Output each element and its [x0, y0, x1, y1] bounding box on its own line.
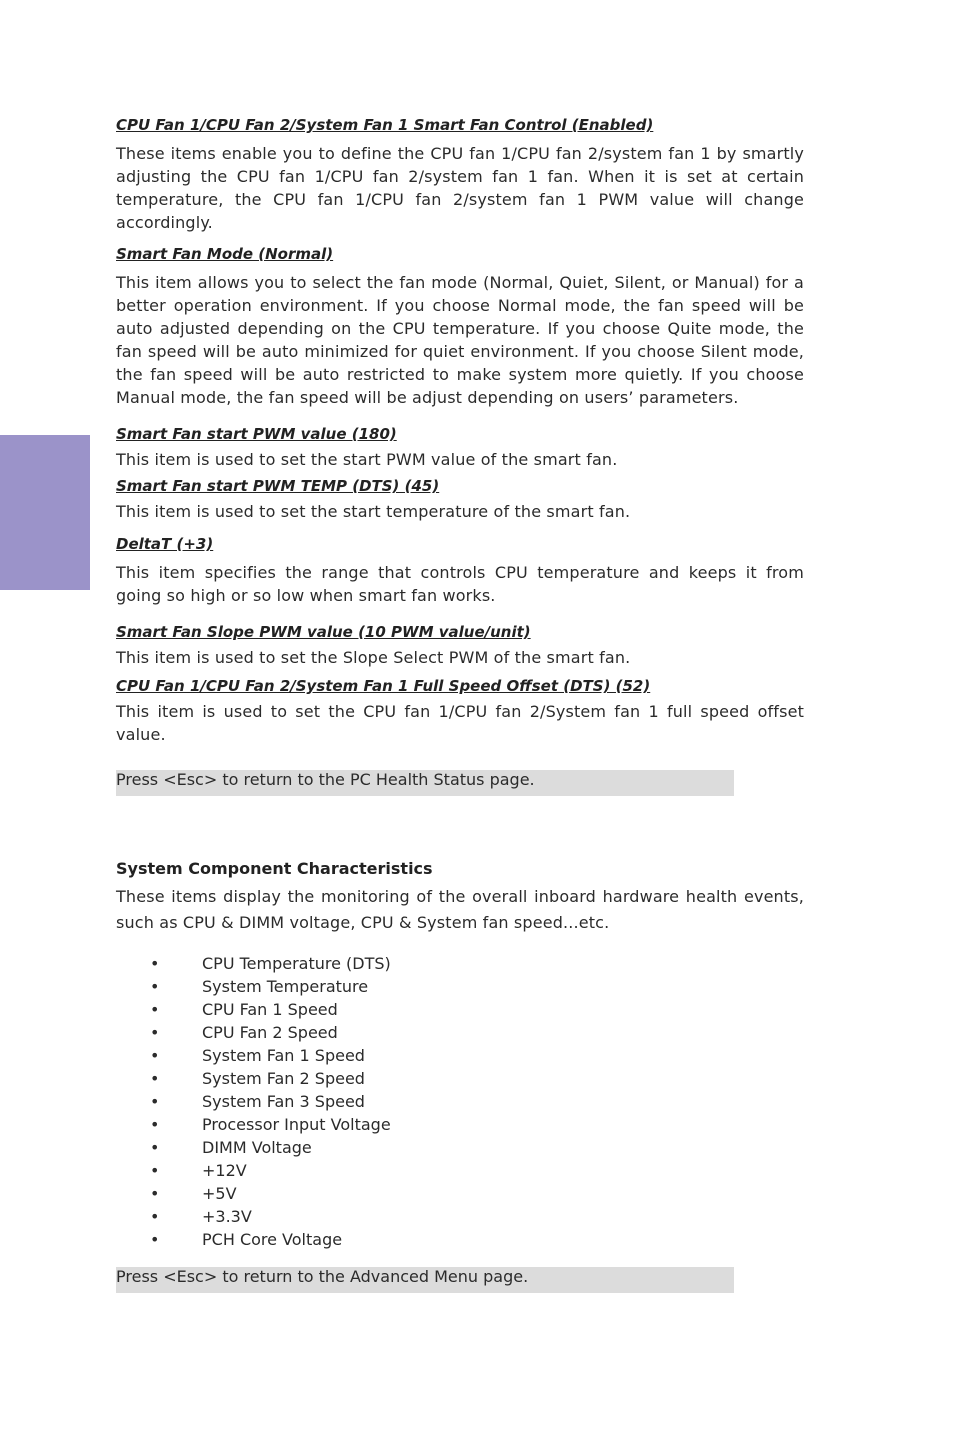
- list-item: [116, 1228, 804, 1251]
- list-item-label: CPU Temperature (DTS): [202, 954, 391, 973]
- bullet-icon: •: [150, 1023, 160, 1042]
- list-item-label: Processor Input Voltage: [202, 1115, 391, 1134]
- item-description: These items enable you to define the CPU fan 1/CPU fan 2/system fan 1 by smartly adjusting the CPU fan 1/CPU fan 2/system fan 1 fan. When it is set at certain temperature, the CPU fan 1/CPU fan 2/system fan 1 PWM value will change accordingly.: [116, 144, 804, 232]
- fan-item-smart-fan-control: [116, 114, 804, 234]
- list-item-label: +5V: [202, 1184, 237, 1203]
- list-item: [116, 1067, 804, 1090]
- list-item: [116, 998, 804, 1021]
- bullet-icon: •: [150, 1184, 160, 1203]
- list-item: [116, 1021, 804, 1044]
- fan-item-slope-pwm: [116, 621, 804, 669]
- list-item-label: System Fan 2 Speed: [202, 1069, 365, 1088]
- item-heading: Smart Fan start PWM value (180): [116, 425, 397, 443]
- list-item-label: CPU Fan 2 Speed: [202, 1023, 338, 1042]
- bullet-icon: •: [150, 954, 160, 973]
- esc-return-bar: Press <Esc> to return to the PC Health Status page.: [116, 770, 734, 796]
- list-item: [116, 1159, 804, 1182]
- item-heading: DeltaT (+3): [116, 535, 214, 553]
- item-heading: CPU Fan 1/CPU Fan 2/System Fan 1 Full Speed Offset (DTS) (52): [116, 677, 651, 695]
- item-description: This item allows you to select the fan mode (Normal, Quiet, Silent, or Manual) for a better operation environment. If you choose Normal mode, the fan speed will be auto adjusted depending on the CPU temperature. If you choose Quite mode, the fan speed will be auto minimized for quiet environment. If you choose Silent mode, the fan speed will be auto restricted to make system more quietly. If you choose Manual mode, the fan speed will be adjust depending on users’ parameters.: [116, 273, 804, 407]
- esc-return-bar: Press <Esc> to return to the Advanced Menu page.: [116, 1267, 734, 1293]
- list-item: [116, 1044, 804, 1067]
- fan-item-start-pwm-temp: [116, 475, 804, 523]
- fan-item-deltat: [116, 533, 804, 607]
- bullet-icon: •: [150, 1138, 160, 1157]
- list-item-label: DIMM Voltage: [202, 1138, 312, 1157]
- list-item: [116, 952, 804, 975]
- list-item: [116, 1182, 804, 1205]
- list-item-label: System Temperature: [202, 977, 369, 996]
- bullet-icon: •: [150, 1230, 160, 1249]
- section-description: These items display the monitoring of the overall inboard hardware health events, such as CPU & DIMM voltage, CPU & System fan speed...etc.: [116, 887, 804, 932]
- page-content: [116, 114, 804, 1293]
- bullet-icon: •: [150, 1207, 160, 1226]
- bullet-icon: •: [150, 1115, 160, 1134]
- list-item-label: PCH Core Voltage: [202, 1230, 343, 1249]
- section-heading: System Component Characteristics: [116, 859, 433, 878]
- system-component-section: [116, 858, 804, 1251]
- fan-item-start-pwm-value: [116, 423, 804, 471]
- item-description: This item is used to set the Slope Select PWM of the smart fan.: [116, 648, 631, 667]
- item-description: This item specifies the range that controls CPU temperature and keeps it from going so high or so low when smart fan works.: [116, 563, 804, 605]
- list-item: [116, 1113, 804, 1136]
- list-item: [116, 1136, 804, 1159]
- item-heading: CPU Fan 1/CPU Fan 2/System Fan 1 Smart Fan Control (Enabled): [116, 116, 654, 134]
- list-item-label: +3.3V: [202, 1207, 252, 1226]
- fan-item-smart-fan-mode: [116, 243, 804, 409]
- item-heading: Smart Fan Slope PWM value (10 PWM value/unit): [116, 623, 531, 641]
- list-item: [116, 1090, 804, 1113]
- bullet-icon: •: [150, 1092, 160, 1111]
- item-description: This item is used to set the start temperature of the smart fan.: [116, 502, 631, 521]
- list-item-label: +12V: [202, 1161, 247, 1180]
- bullet-icon: •: [150, 977, 160, 996]
- item-description: This item is used to set the CPU fan 1/CPU fan 2/System fan 1 full speed offset value.: [116, 702, 804, 744]
- list-item-label: CPU Fan 1 Speed: [202, 1000, 338, 1019]
- bullet-icon: •: [150, 1046, 160, 1065]
- fan-item-full-speed-offset: [116, 675, 804, 746]
- item-heading: Smart Fan start PWM TEMP (DTS) (45): [116, 477, 440, 495]
- bullet-icon: •: [150, 1069, 160, 1088]
- chapter-side-tab: [0, 435, 90, 590]
- bullet-icon: •: [150, 1161, 160, 1180]
- list-item-label: System Fan 3 Speed: [202, 1092, 365, 1111]
- monitor-item-list: [116, 952, 804, 1251]
- list-item: [116, 975, 804, 998]
- bullet-icon: •: [150, 1000, 160, 1019]
- list-item-label: System Fan 1 Speed: [202, 1046, 365, 1065]
- item-heading: Smart Fan Mode (Normal): [116, 245, 334, 263]
- item-description: This item is used to set the start PWM value of the smart fan.: [116, 450, 618, 469]
- list-item: [116, 1205, 804, 1228]
